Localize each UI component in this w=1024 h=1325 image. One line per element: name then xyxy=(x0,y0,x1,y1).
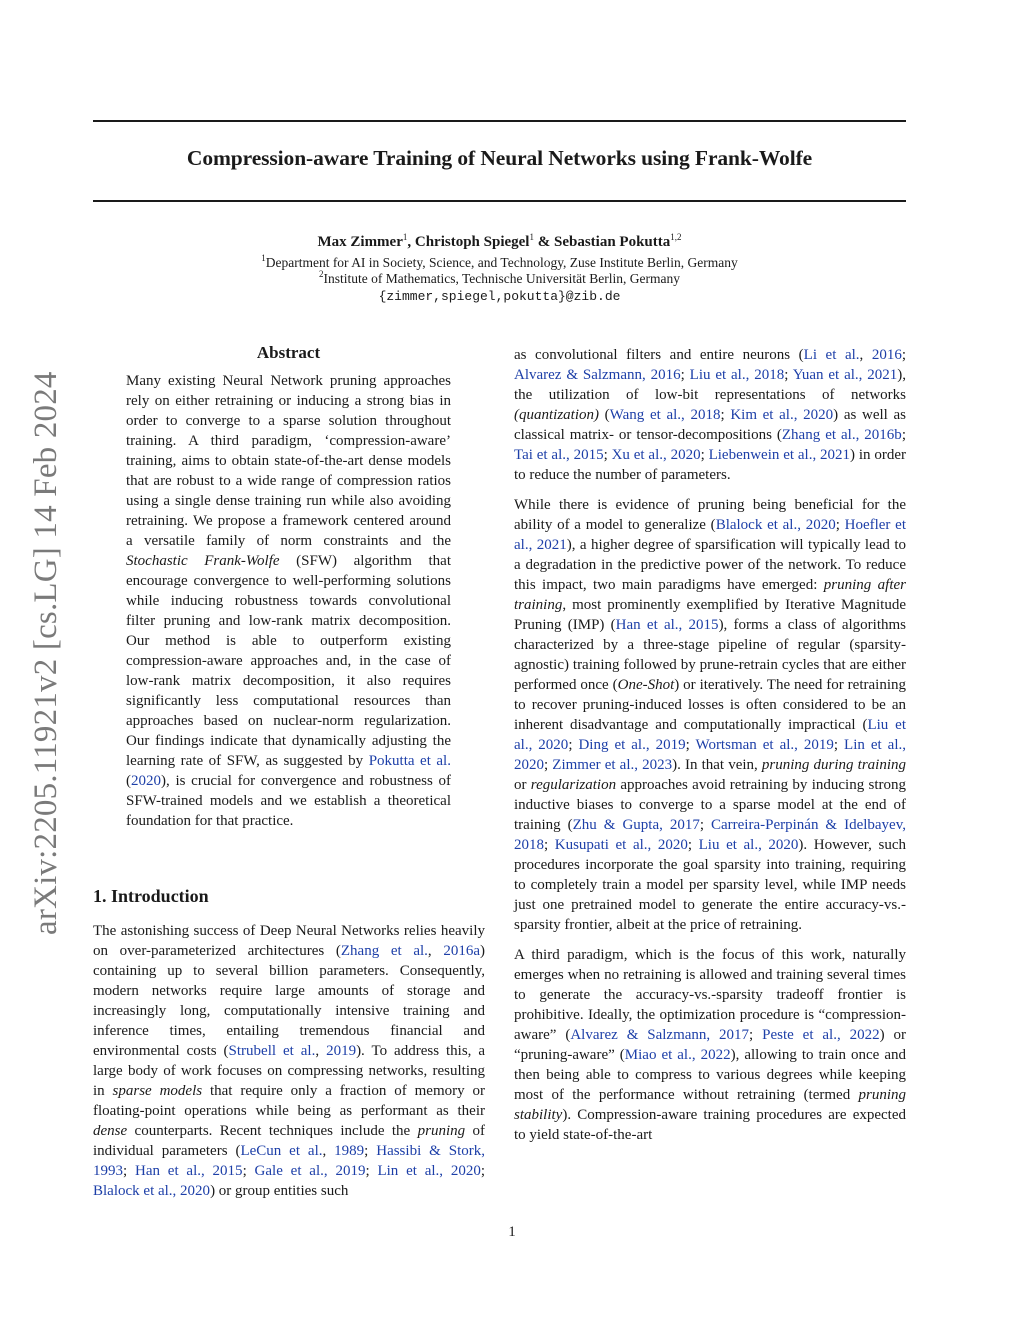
citation-link[interactable]: Ding et al., 2019 xyxy=(578,737,686,753)
title-top-rule xyxy=(93,120,906,122)
emphasis: regularization xyxy=(530,777,617,793)
citation-link[interactable]: Gale et al., 2019 xyxy=(254,1163,366,1179)
citation-link[interactable]: Wang et al., 2018 xyxy=(609,407,721,423)
citation-link[interactable]: Liu et al., 2020 xyxy=(514,717,907,753)
citation-link[interactable]: Kim et al., 2020 xyxy=(730,407,834,423)
citation-link[interactable]: Blalock et al., 2020 xyxy=(715,517,836,533)
emphasis: One-Shot xyxy=(617,677,675,693)
arxiv-identifier: arXiv:2205.11921v2 [cs.LG] 14 Feb 2024 xyxy=(28,371,64,935)
citation-link[interactable]: Zimmer et al., 2023 xyxy=(552,757,673,773)
paragraph: A third paradigm, which is the focus of this work, naturally emerges when no retraining is allowed and training several times to generate the accuracy-vs.-sparsity tradeoff frontier is prohibitive. Ideally, the optimization procedure is “compression-aware” (Alvarez & Salzmann, 2017; Peste et al., 2022) or “pruning-aware” (Miao et al., 2022), allowing to train once and then being able to compress to various degrees while keeping most of the performance without retraining (termed pruning stability). Compression-aware training procedures are expected to yield state-of-the-art xyxy=(514,947,906,1143)
right-column xyxy=(514,345,906,1155)
affiliation-text: Institute of Mathematics, Technische Universität Berlin, Germany xyxy=(323,271,680,286)
emphasis: pruning during training xyxy=(761,757,907,773)
citation-link[interactable]: Tai et al., 2015 xyxy=(514,447,604,463)
author-name: Christoph Spiegel xyxy=(414,234,530,250)
citation-link[interactable]: Han et al., 2015 xyxy=(134,1163,243,1179)
citation-link[interactable]: Kusupati et al., 2020 xyxy=(554,837,688,853)
title-bottom-rule xyxy=(93,200,906,202)
citation-link[interactable]: Zhang et al., 2016b xyxy=(781,427,902,443)
author-separator: & xyxy=(533,234,554,250)
author-affiliation-mark: 1 xyxy=(529,232,534,242)
affiliation-text: Department for AI in Society, Science, and Technology, Zuse Institute Berlin, Germany xyxy=(265,255,738,270)
author-emails: {zimmer,spiegel,pokutta}@zib.de xyxy=(378,289,621,304)
citation-link[interactable]: Zhang et al. xyxy=(340,943,428,959)
affiliation xyxy=(93,255,906,271)
author-separator: , xyxy=(407,234,415,250)
author-affiliation-mark: 1,2 xyxy=(670,232,682,242)
author-name: Max Zimmer xyxy=(317,234,403,250)
page-number: 1 xyxy=(508,1224,516,1240)
section-heading-introduction: 1. Introduction xyxy=(93,886,209,906)
emphasis: Stochastic Frank-Wolfe xyxy=(126,553,280,569)
author-affiliation-mark: 1 xyxy=(402,232,408,242)
citation-link[interactable]: Wortsman et al., 2019 xyxy=(695,737,834,753)
citation-link[interactable]: Lin et al., 2020 xyxy=(514,737,907,773)
citation-link[interactable]: Blalock et al., 2020 xyxy=(93,1183,211,1199)
citation-link[interactable]: Carreira-Perpinán & Idelbayev, 2018 xyxy=(514,817,906,853)
emphasis: pruning xyxy=(417,1123,466,1139)
citation-link[interactable]: Hoefler et al., 2021 xyxy=(514,517,906,553)
paragraph: as convolutional filters and entire neurons (Li et al., 2016; Alvarez & Salzmann, 2016; Liu et al., 2018; Yuan et al., 2021), the utilization of low-bit representations of networks (quantization) (Wang et al., 2018; Kim et al., 2020) as well as classical matrix- or tensor-decompositions (Zhang et al., 2016b; Tai et al., 2015; Xu et al., 2020; Liebenwein et al., 2021) in order to reduce the number of parameters. xyxy=(514,347,907,483)
citation-link[interactable]: Han et al., 2015 xyxy=(615,617,719,633)
author-list xyxy=(93,234,906,251)
citation-link[interactable]: Liu et al., 2018 xyxy=(689,367,785,383)
citation-link[interactable]: Xu et al., 2020 xyxy=(611,447,701,463)
citation-link[interactable]: Hassibi & Stork, 1993 xyxy=(93,1143,485,1179)
author-name: Sebastian Pokutta xyxy=(553,234,671,250)
citation-link[interactable]: Alvarez & Salzmann, 2017 xyxy=(570,1027,750,1043)
citation-link[interactable]: Alvarez & Salzmann, 2016 xyxy=(514,367,681,383)
emphasis: dense xyxy=(93,1123,128,1139)
emphasis: pruning after training xyxy=(514,577,906,613)
emphasis: sparse models xyxy=(112,1083,203,1099)
citation-link[interactable]: Pokutta et al. xyxy=(368,753,451,769)
citation-link[interactable]: Li et al. xyxy=(803,347,860,363)
citation-link[interactable]: Zhu & Gupta, 2017 xyxy=(572,817,700,833)
citation-link[interactable]: Liu et al., 2020 xyxy=(698,837,799,853)
citation-link[interactable]: Miao et al., 2022 xyxy=(624,1047,731,1063)
affiliation-mark: 1 xyxy=(261,253,266,263)
abstract-heading: Abstract xyxy=(256,343,321,362)
emphasis: (quantization) xyxy=(514,407,599,423)
citation-link[interactable]: 2016 xyxy=(871,347,902,363)
affiliation-mark: 2 xyxy=(319,269,324,279)
affiliation xyxy=(93,271,906,287)
abstract-text: Many existing Neural Network pruning approaches rely on either retraining or inducing a strong bias in order to converge to a sparse solution throughout training. A third paradigm, ‘compression-aware’ training, aims to obtain state-of-the-art dense models that are robust to a wide range of compression ratios using a single dense training run while also avoiding retraining. We propose a framework centered around a versatile family of norm constraints and the Stochastic Frank-Wolfe (SFW) algorithm that encourage convergence to well-performing solutions while inducing robustness towards convolutional filter pruning and low-rank matrix decomposition. Our method is able to outperform existing compression-aware approaches and, in the case of low-rank matrix decomposition, it also requires significantly less computational resources than approaches based on nuclear-norm regularization. Our findings indicate that dynamically adjusting the learning rate of SFW, as suggested by Pokutta et al. (2020), is crucial for convergence and robustness of SFW-trained models and we establish a theoretical foundation for that practice. xyxy=(126,373,451,829)
citation-link[interactable]: 1989 xyxy=(334,1143,365,1159)
emphasis: pruning stability xyxy=(514,1087,906,1123)
citation-link[interactable]: Lin et al., 2020 xyxy=(377,1163,481,1179)
citation-link[interactable]: Liebenwein et al., 2021 xyxy=(708,447,851,463)
citation-link[interactable]: Peste et al., 2022 xyxy=(762,1027,880,1043)
citation-link[interactable]: Yuan et al., 2021 xyxy=(792,367,898,383)
citation-link[interactable]: Strubell et al. xyxy=(228,1043,316,1059)
paper-title: Compression-aware Training of Neural Networks using Frank-Wolfe xyxy=(186,146,813,170)
paragraph: While there is evidence of pruning being beneficial for the ability of a model to generalize (Blalock et al., 2020; Hoefler et al., 2021), a higher degree of sparsification will typically lead to a degradation in the predictive power of the network. To reduce this impact, two main paradigms have emerged: pruning after training, most prominently exemplified by Iterative Magnitude Pruning (IMP) (Han et al., 2015), forms a class of algorithms characterized by a three-stage pipeline of regular (sparsity-agnostic) training followed by prune-retrain cycles that are either performed once (One-Shot) or iteratively. The need for retraining to recover pruning-induced losses is often considered to be an inherent disadvantage and computationally impractical (Liu et al., 2020; Ding et al., 2019; Wortsman et al., 2019; Lin et al., 2020; Zimmer et al., 2023). In that vein, pruning during training or regularization approaches avoid retraining by inducing strong inductive biases to converge to a sparse model at the end of training (Zhu & Gupta, 2017; Carreira-Perpinán & Idelbayev, 2018; Kusupati et al., 2020; Liu et al., 2020). However, such procedures incorporate the goal sparsity into training, requiring to completely train a model per sparsity level, while IMP needs just one pretrained model to generate the entire accuracy-vs.-sparsity frontier, albeit at the price of retraining. xyxy=(514,497,907,933)
citation-link[interactable]: 2020 xyxy=(131,773,161,789)
citation-link[interactable]: 2019 xyxy=(326,1043,357,1059)
paragraph: The astonishing success of Deep Neural Networks relies heavily on over-parameterized architectures (Zhang et al., 2016a) containing up to several billion parameters. Consequently, modern networks require large amounts of storage and increasingly long, computationally intensive training and inference times, entailing tremendous financial and environmental costs (Strubell et al., 2019). To address this, a large body of work focuses on compressing networks, resulting in sparse models that require only a fraction of memory or floating-point operations while being as performant as their dense counterparts. Recent techniques include the pruning of individual parameters (LeCun et al., 1989; Hassibi & Stork, 1993; Han et al., 2015; Gale et al., 2019; Lin et al., 2020; Blalock et al., 2020) or group entities such xyxy=(93,923,486,1199)
citation-link[interactable]: LeCun et al. xyxy=(240,1143,323,1159)
citation-link[interactable]: 2016a xyxy=(443,943,480,959)
